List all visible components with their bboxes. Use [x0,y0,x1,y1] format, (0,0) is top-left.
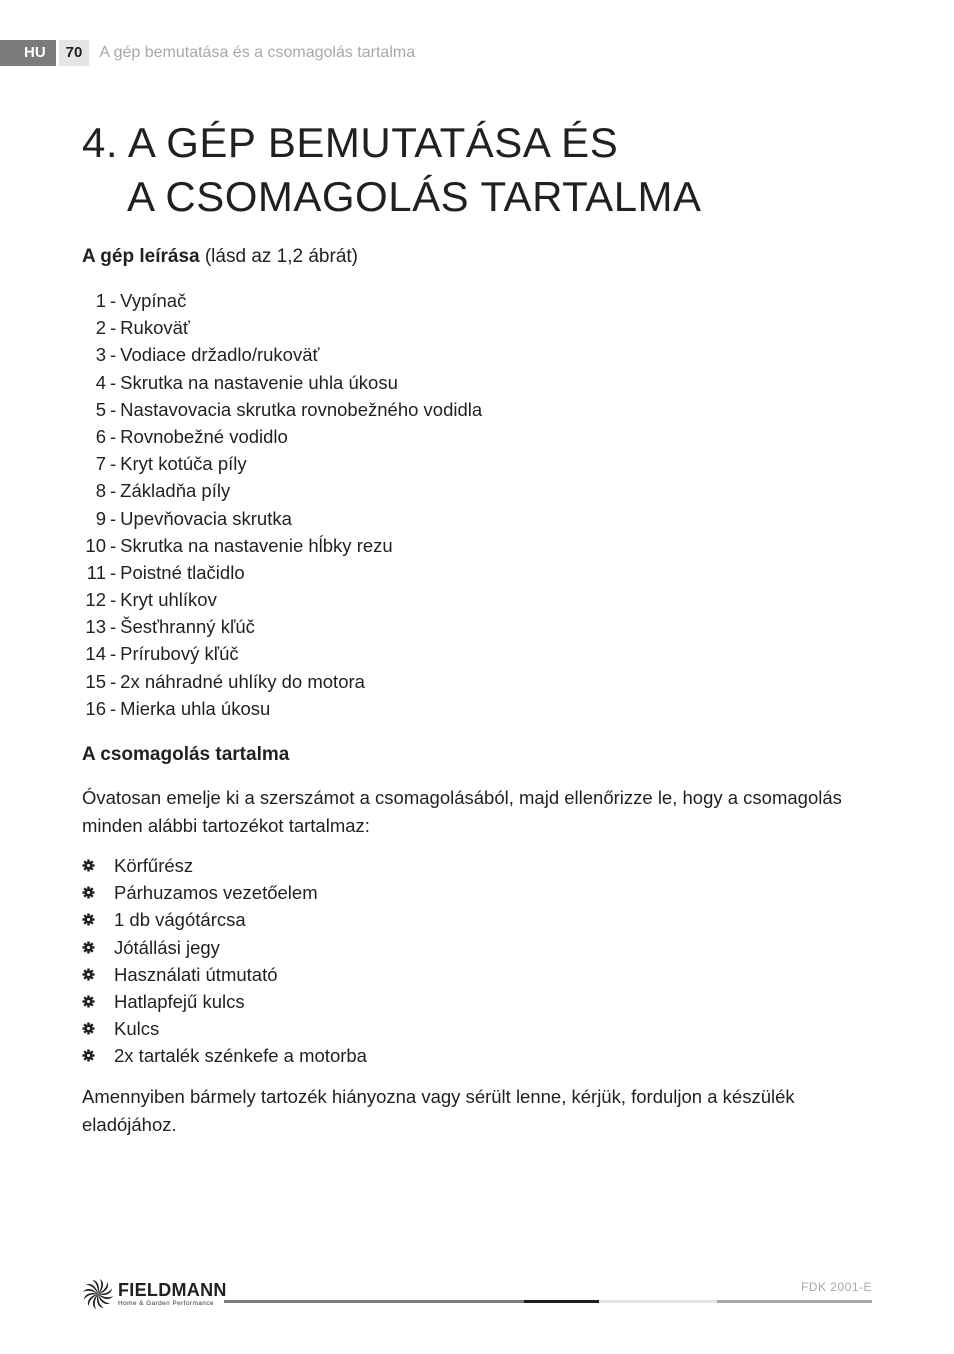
package-item-label: Hatlapfejű kulcs [114,990,245,1012]
part-dash: - [110,561,117,583]
part-item [82,640,482,667]
part-label: Vypínač [120,290,187,311]
description-heading [82,246,358,268]
description-heading-bold: A gép leírása [82,246,200,267]
page-header [0,40,415,66]
part-label: Nastavovacia skrutka rovnobežného vodidla [120,398,483,420]
part-item [82,423,482,450]
page-number: 70 [59,40,90,66]
part-dash: - [110,507,117,529]
gear-bullet-icon [82,995,114,1008]
closing-paragraph: Amennyiben bármely tartozék hiányozna vagy sérült lenne, kérjük, forduljon a készülék eladójához. [82,1086,795,1135]
fieldmann-swirl-logo-icon [82,1278,114,1310]
part-dash: - [110,317,117,339]
part-number: 5 [95,398,106,420]
part-dash: - [110,290,117,311]
brand-tagline: Home & Garden Performance [118,1299,214,1307]
part-number: 9 [95,507,106,529]
chapter-title-line2: A CSOMAGOLÁS TARTALMA [127,173,702,220]
part-item [82,532,482,559]
gear-bullet-icon [82,859,114,872]
part-number: 6 [95,425,106,447]
description-heading-note: (lásd az 1,2 ábrát) [199,246,358,267]
footer-rule-light [599,1300,717,1303]
part-item [82,369,482,396]
part-item [82,559,482,586]
part-label: Základňa píly [120,480,231,502]
part-number: 13 [85,616,106,638]
brand-logo [82,1278,227,1310]
package-item-label: Használati útmutató [114,963,278,985]
part-label: Vodiace držadlo/rukoväť [120,344,320,366]
part-label: Skrutka na nastavenie uhla úkosu [120,371,398,393]
package-item-label: Kulcs [114,1018,160,1040]
part-item [82,668,482,695]
package-item-label: 2x tartalék szénkefe a motorba [114,1045,367,1067]
package-item-label: 1 db vágótárcsa [114,909,246,931]
part-dash: - [110,643,117,665]
package-list [82,852,367,1070]
part-label: Rovnobežné vodidlo [120,425,288,447]
part-number: 4 [95,371,106,393]
package-item [82,906,367,933]
part-label: Prírubový kľúč [120,643,239,665]
part-label: Rukoväť [120,317,190,339]
part-number: 2 [95,317,106,339]
footer-rule-black [524,1300,599,1303]
package-item [82,988,367,1015]
part-label: Šesťhranný kľúč [120,616,255,638]
part-number: 3 [95,344,106,366]
gear-bullet-icon [82,886,114,899]
part-number: 14 [85,643,106,665]
package-item [82,879,367,906]
part-number: 10 [85,534,106,556]
part-label: Skrutka na nastavenie hĺbky rezu [120,534,393,556]
part-number: 16 [85,697,106,719]
parts-list [82,287,482,722]
part-dash: - [110,453,117,475]
part-label: Poistné tlačidlo [120,561,245,583]
package-heading: A csomagolás tartalma [82,744,290,765]
part-item [82,477,482,504]
package-item [82,1015,367,1042]
part-label: Upevňovacia skrutka [120,507,292,529]
part-dash: - [110,371,117,393]
package-item [82,961,367,988]
part-dash: - [110,398,117,420]
gear-bullet-icon [82,1022,114,1035]
part-item [82,613,482,640]
gear-bullet-icon [82,968,114,981]
part-number: 15 [85,670,106,692]
model-number: FDK 2001-E [800,1280,872,1294]
part-dash: - [110,589,117,611]
part-dash: - [110,670,117,692]
part-number: 12 [85,589,106,611]
package-item [82,852,367,879]
part-label: Mierka uhla úkosu [120,697,271,719]
package-item-label: Jótállási jegy [114,936,220,958]
part-number: 8 [95,480,106,502]
gear-bullet-icon [82,1049,114,1062]
part-dash: - [110,480,117,502]
part-dash: - [110,697,117,719]
part-dash: - [110,534,117,556]
part-item [82,586,482,613]
package-item-label: Körfűrész [114,855,194,876]
chapter-title [82,116,702,224]
footer-rule-gray [224,1300,524,1303]
package-item [82,1042,367,1069]
brand-name: FIELDMANN [118,1279,227,1300]
footer-rule-mid [717,1300,872,1303]
chapter-title-line1: 4. A GÉP BEMUTATÁSA ÉS [82,119,619,166]
language-tab: HU [0,40,56,66]
part-item [82,695,482,722]
part-label: Kryt kotúča píly [120,453,247,475]
part-number: 11 [86,561,106,583]
part-dash: - [110,344,117,366]
part-dash: - [110,616,117,638]
part-item [82,287,482,314]
part-number: 7 [95,453,106,475]
part-label: 2x náhradné uhlíky do motora [120,670,365,692]
part-item [82,396,482,423]
part-dash: - [110,425,117,447]
part-item [82,450,482,477]
package-item [82,934,367,961]
package-item-label: Párhuzamos vezetőelem [114,882,318,904]
gear-bullet-icon [82,941,114,954]
part-item [82,314,482,341]
package-intro: Óvatosan emelje ki a szerszámot a csomagolásából, majd ellenőrizze le, hogy a csomagolás minden alábbi tartozékot tartalmaz: [82,787,842,836]
part-label: Kryt uhlíkov [120,589,217,611]
gear-bullet-icon [82,913,114,926]
part-item [82,341,482,368]
part-item [82,505,482,532]
running-title: A gép bemutatása és a csomagolás tartalma [99,44,416,61]
part-number: 1 [95,290,106,311]
